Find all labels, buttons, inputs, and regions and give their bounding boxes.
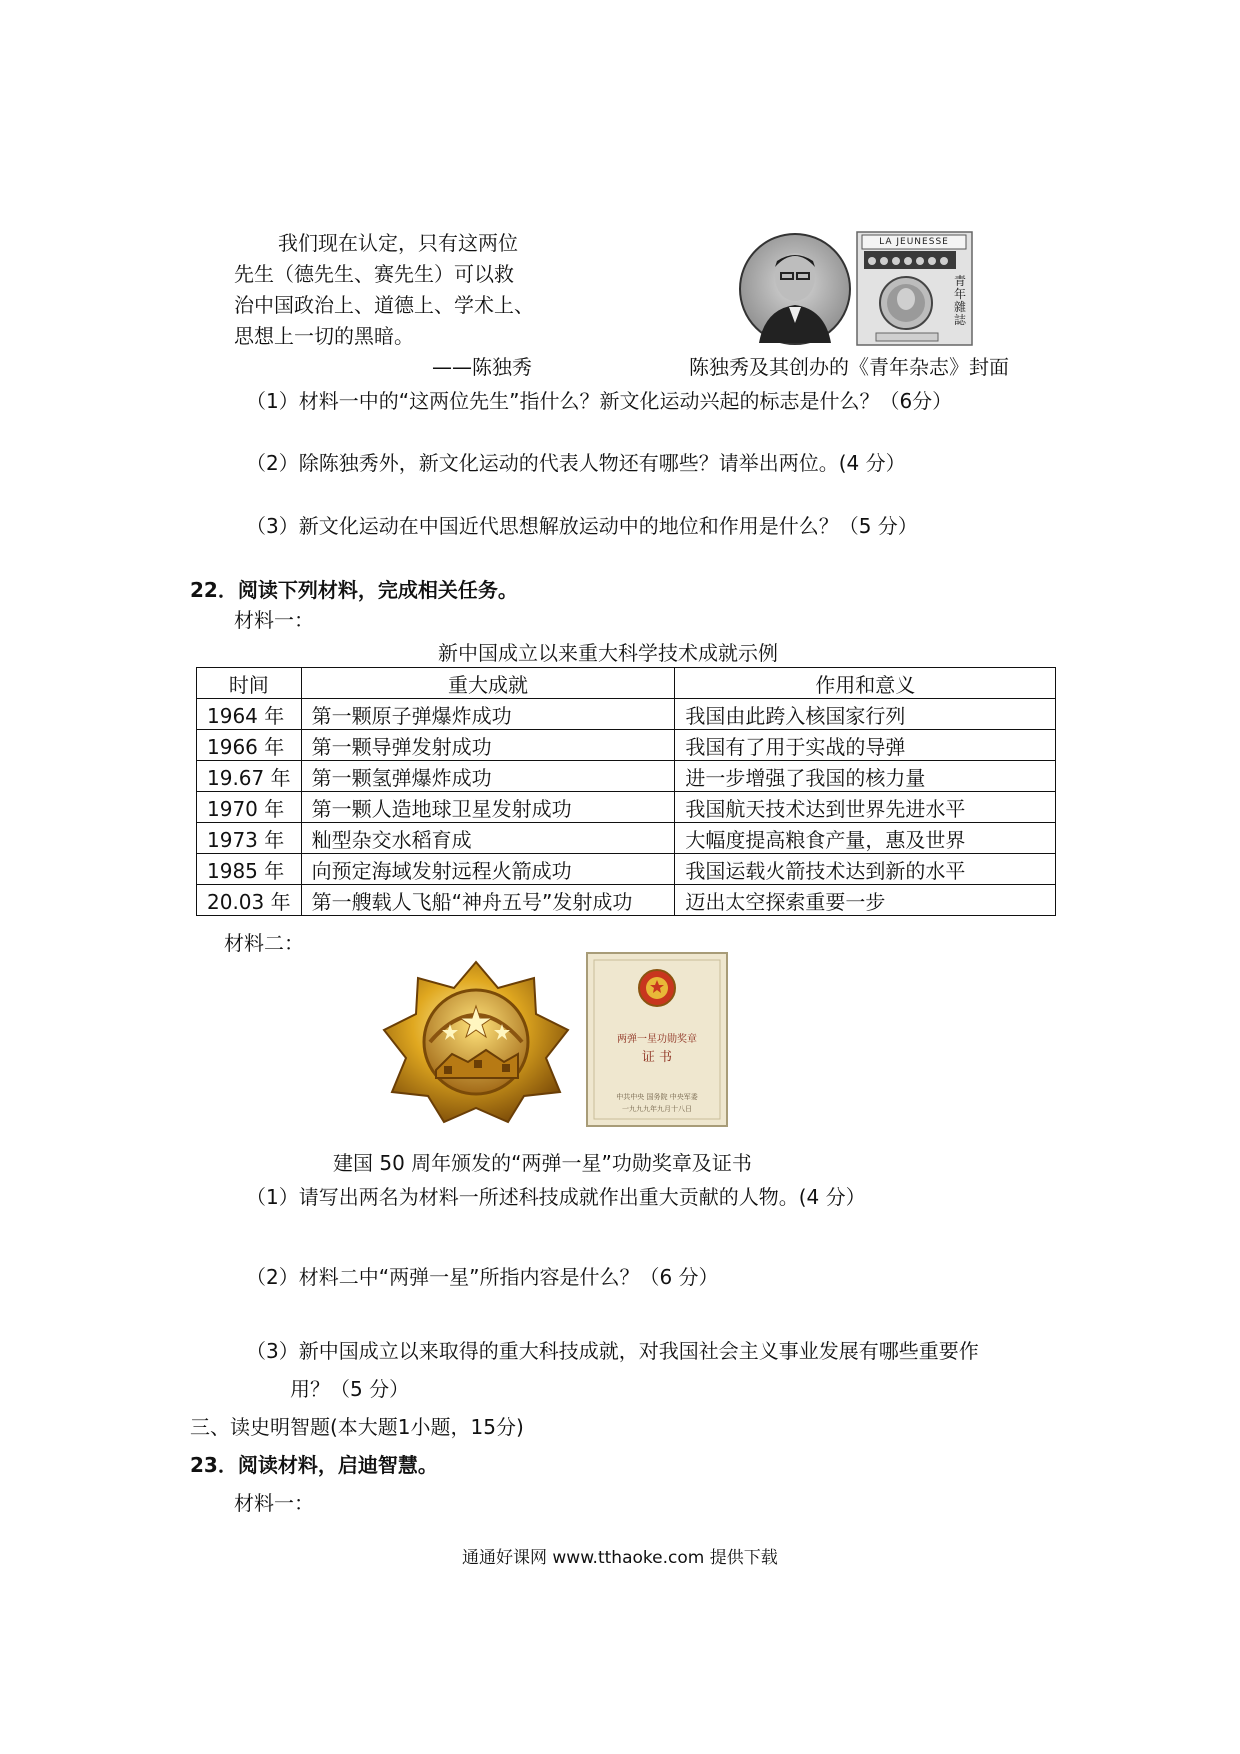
cell-year: 1985 年 bbox=[197, 854, 302, 885]
cell-year: 1966 年 bbox=[197, 730, 302, 761]
chen-duxiu-portrait bbox=[739, 233, 852, 345]
cell-significance: 我国航天技术达到世界先进水平 bbox=[675, 792, 1056, 823]
certificate-heading: 证 书 bbox=[641, 1050, 673, 1065]
cell-year: 1973 年 bbox=[197, 823, 302, 854]
quote-attribution: ——陈独秀 bbox=[432, 355, 532, 379]
header-significance: 作用和意义 bbox=[675, 668, 1056, 699]
certificate-issuer: 中共中央 国务院 中央军委 bbox=[616, 1093, 698, 1101]
cell-achievement: 第一颗导弹发射成功 bbox=[301, 730, 675, 761]
section-three-heading: 三、读史明智题(本大题1小题，15分) bbox=[190, 1415, 524, 1439]
question-22-1: （1）请写出两名为材料一所述科技成就作出重大贡献的人物。(4 分） bbox=[246, 1185, 866, 1209]
cell-achievement: 第一颗原子弹爆炸成功 bbox=[301, 699, 675, 730]
medal-caption: 建国 50 周年颁发的“两弹一星”功勋奖章及证书 bbox=[333, 1151, 752, 1175]
two-bombs-one-satellite-medal bbox=[378, 958, 574, 1126]
question-21-3: （3）新文化运动在中国近代思想解放运动中的地位和作用是什么？（5 分） bbox=[246, 514, 918, 538]
quote-line: 思想上一切的黑暗。 bbox=[234, 324, 414, 348]
question-21-2: （2）除陈独秀外，新文化运动的代表人物还有哪些？请举出两位。(4 分） bbox=[246, 451, 906, 475]
header-achievement: 重大成就 bbox=[301, 668, 675, 699]
table-row bbox=[197, 761, 1056, 792]
cell-achievement: 第一艘载人飞船“神舟五号”发射成功 bbox=[301, 885, 675, 916]
page-footer: 通通好课网 www.tthaoke.com 提供下载 bbox=[462, 1548, 778, 1568]
table-row bbox=[197, 699, 1056, 730]
question-22-3: （3）新中国成立以来取得的重大科技成就，对我国社会主义事业发展有哪些重要作 bbox=[246, 1339, 979, 1363]
cell-year: 20.03 年 bbox=[197, 885, 302, 916]
cell-significance: 我国由此跨入核国家行列 bbox=[675, 699, 1056, 730]
material-one-label: 材料一： bbox=[234, 608, 314, 632]
chen-duxiu-quote bbox=[234, 228, 564, 352]
question-22-3-cont: 用？（5 分） bbox=[290, 1377, 410, 1401]
table-row bbox=[197, 792, 1056, 823]
cell-year: 19.67 年 bbox=[197, 761, 302, 792]
cell-achievement: 籼型杂交水稻育成 bbox=[301, 823, 675, 854]
magazine-title-text: LA JEUNESSE bbox=[879, 237, 949, 247]
certificate-title: 两弹一星功勋奖章 bbox=[617, 1034, 697, 1045]
table-row bbox=[197, 823, 1056, 854]
photo-caption: 陈独秀及其创办的《青年杂志》封面 bbox=[689, 355, 1009, 379]
cell-achievement: 第一颗氢弹爆炸成功 bbox=[301, 761, 675, 792]
question-23-title: 23．阅读材料，启迪智慧。 bbox=[190, 1453, 438, 1477]
medal-certificate bbox=[586, 952, 728, 1127]
magazine-vertical-title: 青年雜誌 bbox=[954, 274, 967, 327]
cell-significance: 我国运载火箭技术达到新的水平 bbox=[675, 854, 1056, 885]
question-21-1: （1）材料一中的“这两位先生”指什么？新文化运动兴起的标志是什么？（6分） bbox=[246, 389, 953, 413]
quote-line: 我们现在认定，只有这两位 bbox=[278, 231, 518, 255]
certificate-date: 一九九九年九月十八日 bbox=[622, 1105, 692, 1113]
question-23-material-one-label: 材料一： bbox=[234, 1491, 314, 1515]
table-caption: 新中国成立以来重大科学技术成就示例 bbox=[438, 641, 778, 665]
cell-year: 1964 年 bbox=[197, 699, 302, 730]
header-time: 时间 bbox=[197, 668, 302, 699]
cell-achievement: 向预定海域发射远程火箭成功 bbox=[301, 854, 675, 885]
cell-achievement: 第一颗人造地球卫星发射成功 bbox=[301, 792, 675, 823]
question-22-2: （2）材料二中“两弹一星”所指内容是什么？（6 分） bbox=[246, 1265, 719, 1289]
table-row bbox=[197, 854, 1056, 885]
cell-year: 1970 年 bbox=[197, 792, 302, 823]
quote-line: 治中国政治上、道德上、学术上、 bbox=[234, 293, 534, 317]
cell-significance: 大幅度提高粮食产量，惠及世界 bbox=[675, 823, 1056, 854]
cell-significance: 迈出太空探索重要一步 bbox=[675, 885, 1056, 916]
youth-magazine-cover bbox=[856, 231, 973, 346]
quote-line: 先生（德先生、赛先生）可以救 bbox=[234, 262, 514, 286]
cell-significance: 进一步增强了我国的核力量 bbox=[675, 761, 1056, 792]
table-row bbox=[197, 885, 1056, 916]
table-header-row bbox=[197, 668, 1056, 699]
question-22-title: 22．阅读下列材料，完成相关任务。 bbox=[190, 578, 518, 602]
material-two-label: 材料二： bbox=[224, 931, 304, 955]
table-row bbox=[197, 730, 1056, 761]
cell-significance: 我国有了用于实战的导弹 bbox=[675, 730, 1056, 761]
achievements-table bbox=[196, 667, 1056, 916]
